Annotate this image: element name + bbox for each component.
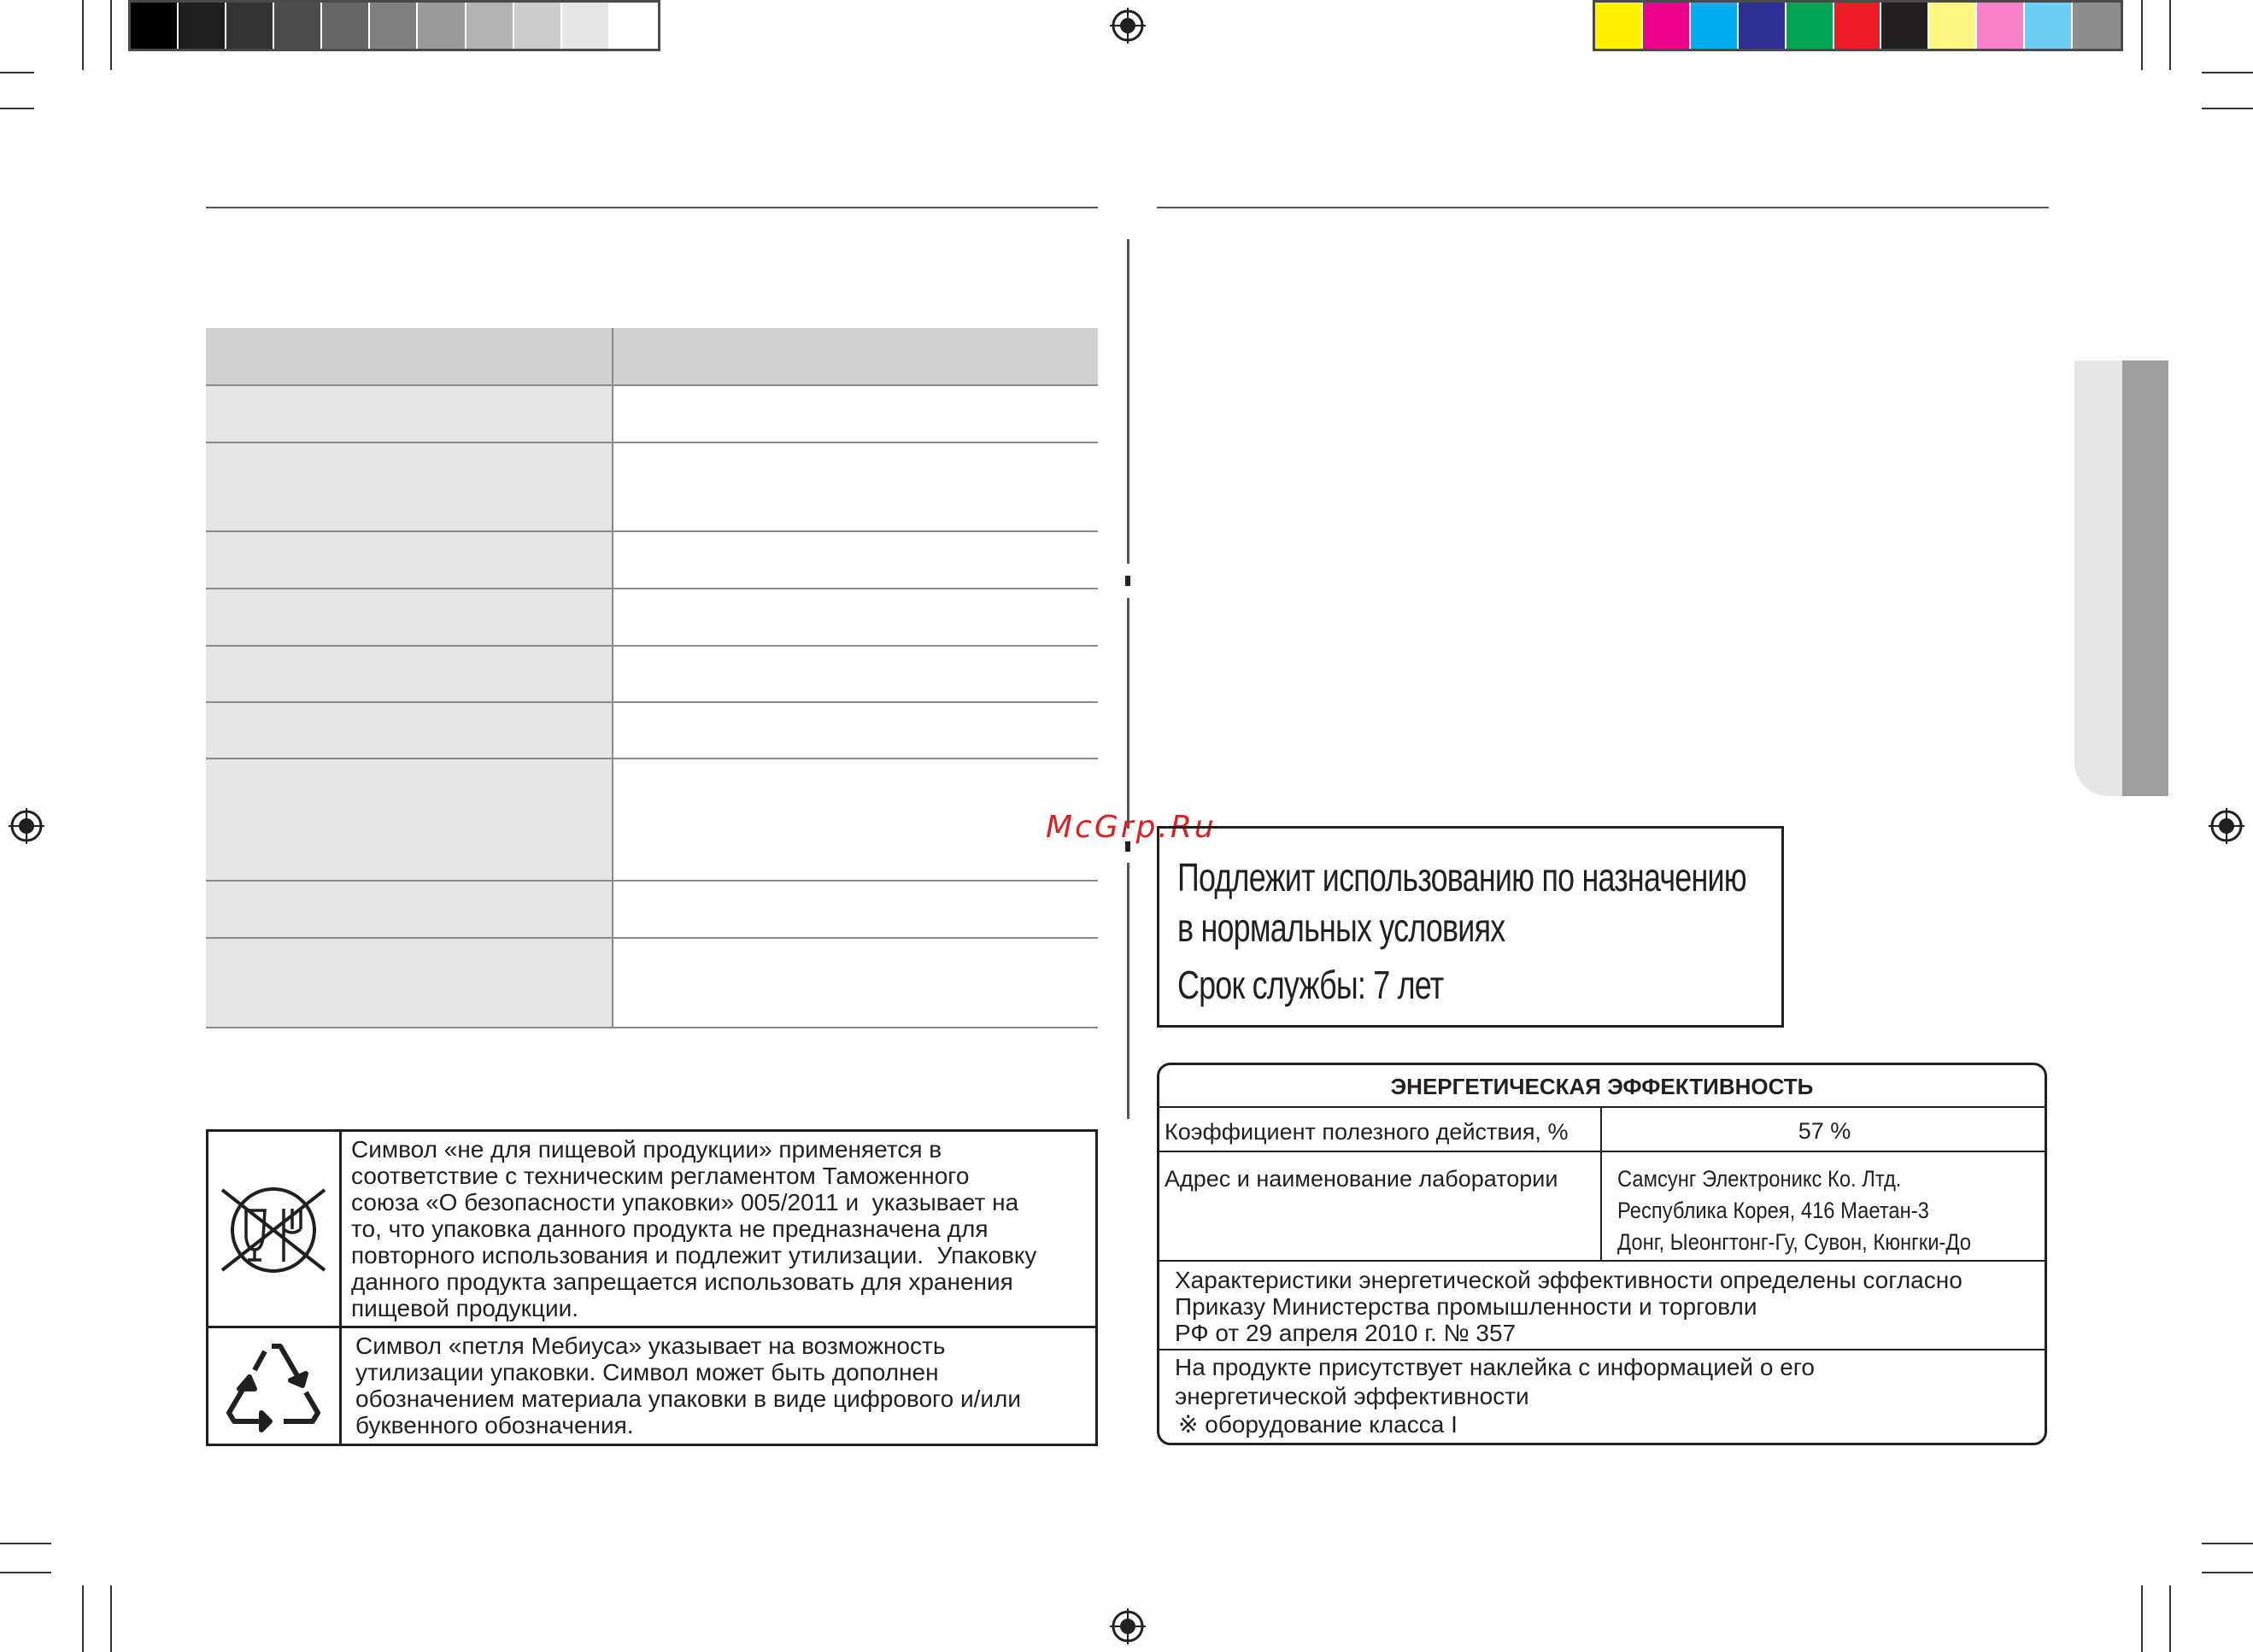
calibration-swatch [2025, 3, 2073, 49]
lab-line-2: Республика Корея, 416 Маетан-3 [1617, 1198, 1929, 1223]
not-for-food-icon [212, 1183, 336, 1277]
mobius-description: Символ «петля Мебиуса» указывает на возможность утилизации упаковки. Символ может быть дополнен обозначением материала упаковки в виде цифрового и/или буквенного обозначения. [355, 1333, 1022, 1438]
table-row [206, 882, 1098, 939]
crop-mark [2141, 1585, 2143, 1652]
left-header-rule [206, 207, 1098, 208]
table-row [206, 647, 1098, 703]
energy-row-divider [1157, 1260, 2047, 1262]
service-usage-line: Подлежит использованию по назначению [1177, 855, 1746, 899]
crop-mark [2169, 0, 2171, 70]
symbols-column-divider [339, 1129, 342, 1446]
calibration-swatch [1787, 3, 1834, 49]
service-life-line: Срок службы: 7 лет [1177, 963, 1444, 1007]
calibration-swatch [418, 3, 466, 49]
calibration-swatch [610, 3, 658, 49]
calibration-swatch [1929, 3, 1977, 49]
crop-mark [82, 1585, 84, 1652]
registration-mark-icon [1110, 1608, 1146, 1644]
table-row [206, 939, 1098, 1028]
calibration-swatch [466, 3, 514, 49]
crop-mark [2169, 1585, 2171, 1652]
calibration-swatch [179, 3, 226, 49]
lab-line-1: Самсунг Электроникс Ко. Лтд. [1617, 1166, 1902, 1192]
registration-mark-icon [1110, 8, 1146, 44]
equipment-class: ※ оборудование класса I [1178, 1411, 1458, 1438]
calibration-swatch [1691, 3, 1739, 49]
efficiency-basis: Характеристики энергетической эффективности определены согласно Приказу Министерства промышленности и торговли РФ от 29 апреля 2010 г. № 357 [1175, 1267, 1963, 1346]
sticker-line-2: энергетической эффективности [1175, 1383, 1529, 1409]
calibration-swatch [514, 3, 562, 49]
calibration-swatch [322, 3, 370, 49]
gutter-mark [1125, 576, 1130, 586]
crop-mark [82, 0, 84, 70]
energy-row-divider [1157, 1349, 2047, 1350]
energy-row-divider [1157, 1151, 2047, 1152]
lab-line-3: Донг, Ыеонгтонг-Гу, Сувон, Кюнгки-До [1617, 1229, 1971, 1255]
table-row [206, 532, 1098, 589]
crop-mark [110, 1585, 112, 1652]
registration-mark-icon [9, 808, 44, 844]
gutter-line [1127, 863, 1129, 1119]
section-tab-light [2074, 360, 2122, 796]
calibration-swatch [1834, 3, 1882, 49]
calibration-swatch [2073, 3, 2121, 49]
not-for-food-description: Символ «не для пищевой продукции» применяется в соответствие с техническим регламентом Таможенного союза «О безопасности упаковки» 005/2011 и указывает на то, что упаковка данного продукта не предназначена для повторного использования и подлежит утилизации. Упаковку данного продукта запрещается использовать для хранения пищевой продукции. [351, 1136, 1037, 1321]
crop-mark [2202, 1543, 2253, 1544]
sticker-line-1: На продукте присутствует наклейка с информацией о его [1175, 1354, 1815, 1380]
crop-mark [2141, 0, 2143, 70]
table-row [206, 703, 1098, 759]
calibration-swatch [1643, 3, 1691, 49]
gutter-line [1127, 598, 1129, 829]
crop-mark [2202, 108, 2253, 109]
crop-mark [0, 72, 34, 73]
energy-row-divider [1157, 1106, 2047, 1108]
lab-label: Адрес и наименование лаборатории [1165, 1166, 1558, 1192]
gutter-line [1127, 239, 1129, 564]
table-row [206, 386, 1098, 443]
section-tab-dark [2122, 360, 2168, 796]
watermark: McGrp.Ru [1046, 810, 1217, 845]
crop-mark [0, 1572, 51, 1573]
crop-mark [2202, 72, 2253, 73]
calibration-swatch [1595, 3, 1643, 49]
table-row [206, 328, 1098, 386]
recycle-mobius-icon [220, 1339, 327, 1435]
calibration-swatch [1881, 3, 1929, 49]
crop-mark [0, 1543, 51, 1544]
color-calibration-bar [1593, 0, 2123, 51]
calibration-swatch [1977, 3, 2025, 49]
table-row [206, 589, 1098, 647]
calibration-swatch [274, 3, 322, 49]
right-header-rule [1157, 207, 2049, 208]
table-row [206, 759, 1098, 882]
energy-table-title: ЭНЕРГЕТИЧЕСКАЯ ЭФФЕКТИВНОСТЬ [1390, 1074, 1814, 1099]
registration-mark-icon [2209, 808, 2244, 844]
calibration-swatch [562, 3, 610, 49]
crop-mark [110, 0, 112, 70]
table-row [206, 443, 1098, 532]
service-conditions-line: в нормальных условиях [1177, 905, 1505, 950]
calibration-swatch [226, 3, 274, 49]
crop-mark [2202, 1572, 2253, 1573]
calibration-swatch [370, 3, 418, 49]
grayscale-calibration-bar [128, 0, 660, 51]
crop-mark [0, 108, 34, 109]
calibration-swatch [131, 3, 179, 49]
symbols-row-divider [206, 1326, 1098, 1328]
efficiency-value: 57 % [1798, 1118, 1851, 1144]
calibration-swatch [1739, 3, 1787, 49]
efficiency-label: Коэффициент полезного действия, % [1165, 1119, 1569, 1145]
